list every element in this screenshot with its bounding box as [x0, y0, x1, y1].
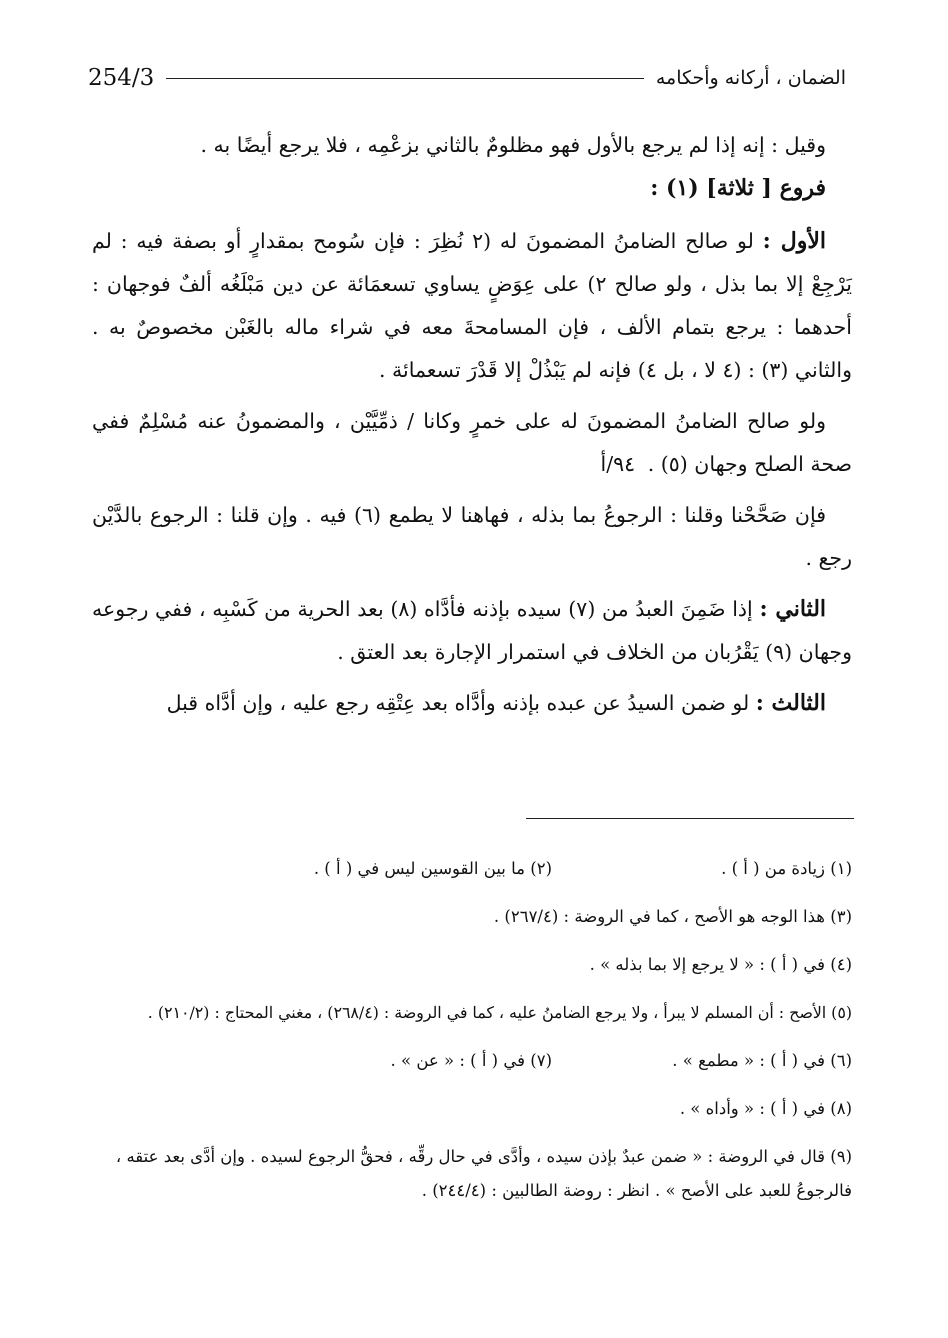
paragraph-intro: وقيل : إنه إذا لم يرجع بالأول فهو مظلومٌ بالثاني بزعْمِه ، فلا يرجع أيضًا به . — [200, 133, 826, 157]
footnote-row — [92, 852, 852, 886]
page-number: 254/3 — [88, 65, 155, 91]
main-text — [92, 124, 852, 733]
paragraph-first — [92, 220, 852, 392]
margin-folio-ref: ٩٤/أ — [600, 452, 636, 476]
footnote-rule — [526, 818, 854, 819]
footnote-2: (٢) ما بين القوسين ليس في ( أ ) . — [313, 859, 552, 878]
footnote-6: (٦) في ( أ ) : « مطمع » . — [672, 1051, 852, 1070]
running-header — [74, 58, 846, 98]
footnote-4: (٤) في ( أ ) : « لا يرجع إلا بما بذله » . — [589, 955, 852, 974]
footnote-7: (٧) في ( أ ) : « عن » . — [390, 1051, 552, 1070]
paragraph-third — [92, 682, 852, 725]
header-rule — [166, 78, 644, 79]
first-text: لو صالح الضامنُ المضمونَ له (٢ نُظِرَ : فإن سُومح بمقدارٍ أو بصفة فيه : لم يَرْجِعْ إلا بما بذل ، ولو صالح ٢) على عِوَضٍ يساوي تسعمَائة عن دين مَبْلَغُه ألفٌ فوجهان : أحدهما : يرجع بتمام الألف ، فإن المسامحةَ معه في شراء ماله بالغَبْن مخصوصٌ به . والثاني (٣) : (٤ لا ، بل ٤) فإنه لم يَبْذُلْ إلا قَدْرَ تسعمائة . — [92, 229, 853, 382]
paragraph-sahhahna: فإن صَحَّحْنا وقلنا : الرجوعُ بما بذله ، فهاهنا لا يطمع (٦) فيه . وإن قلنا : الرجوع بالدَّيْن رجع . — [92, 503, 852, 570]
footnote-3: (٣) هذا الوجه هو الأصح ، كما في الروضة : (٢٦٧/٤) . — [493, 907, 852, 926]
second-lead: الثاني : — [759, 596, 827, 622]
footnote-5: (٥) الأصح : أن المسلم لا يبرأ ، ولا يرجع الضامنُ عليه ، كما في الروضة : (٢٦٨/٤) ، مغني المحتاج : (٢١٠/٢) . — [147, 1003, 852, 1022]
third-text: لو ضمن السيدُ عن عبده بإذنه وأدَّاه بعد عِتْقِه رجع عليه ، وإن أدَّاه قبل — [166, 691, 750, 715]
footnotes — [92, 852, 852, 1222]
paragraph-second — [92, 588, 852, 674]
section-heading-furu: فروع [ ثلاثة] (١) : — [650, 175, 826, 201]
paragraph-khamr — [92, 400, 852, 486]
footnote-row — [92, 1044, 852, 1078]
first-lead: الأول : — [762, 228, 826, 254]
running-title: الضمان ، أركانه وأحكامه — [655, 67, 846, 89]
footnote-9: (٩) قال في الروضة : « ضمن عبدٌ بإذن سيده ، وأدَّى في حال رقِّه ، فحقُّ الرجوع لسيده . وإن أدَّى بعد عتقه ، فالرجوعُ للعبد على الأصح » . انظر : روضة الطالبين : (٢٤٤/٤) . — [115, 1147, 852, 1200]
footnote-8: (٨) في ( أ ) : « وأداه » . — [679, 1099, 852, 1118]
third-lead: الثالث : — [755, 690, 826, 716]
second-text: إذا ضَمِنَ العبدُ من (٧) سيده بإذنه فأدَّاه (٨) بعد الحرية من كَسْبِه ، ففي رجوعه وجهان (٩) يَقْرُبان من الخلاف في استمرار الإجارة بعد العتق . — [92, 597, 852, 664]
khamr-text: ولو صالح الضامنُ المضمونَ له على خمرٍ وكانا / ذمِّيَّيْن ، والمضمونُ عنه مُسْلِمٌ ففي صحة الصلح وجهان (٥) . — [92, 409, 852, 476]
footnote-1: (١) زيادة من ( أ ) . — [721, 859, 852, 878]
